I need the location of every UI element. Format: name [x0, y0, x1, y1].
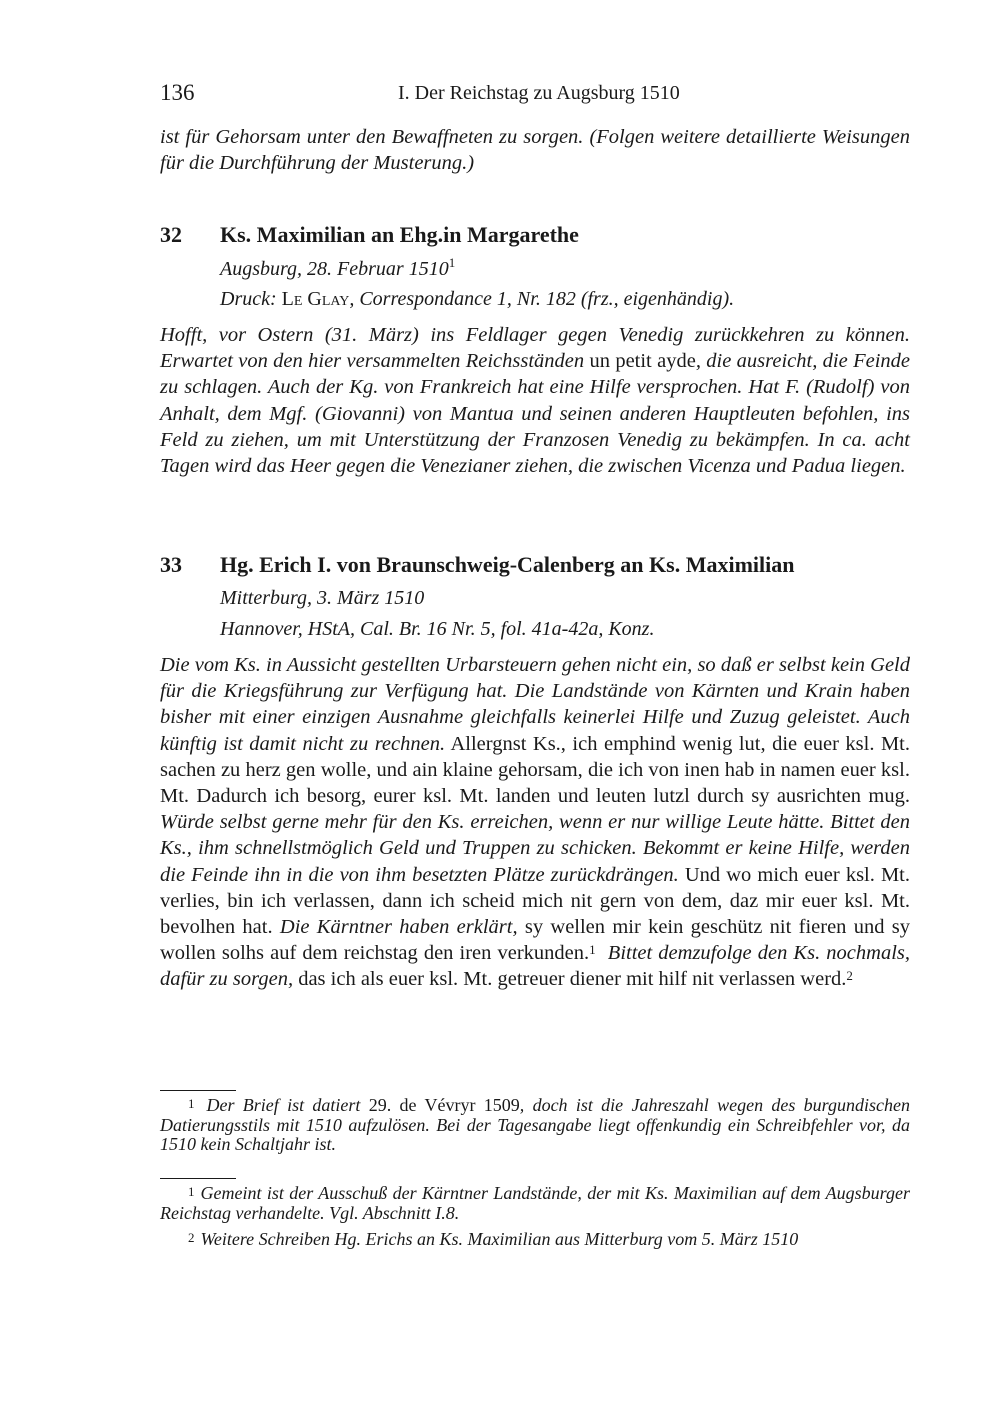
- footnote-33-2-text: Weitere Schreiben Hg. Erichs an Ks. Maximilian aus Mitterburg vom 5. März 1510: [200, 1229, 799, 1249]
- footnote-32-1-part-a: Der Brief ist datiert: [206, 1095, 361, 1115]
- footnote-33-1-number: 1: [188, 1184, 195, 1199]
- doc-32-source-label: Druck:: [220, 288, 277, 310]
- footnote-32-1-number: 1: [188, 1096, 195, 1111]
- doc-33-place-date: Mitterburg, 3. März 1510: [220, 587, 425, 609]
- doc-32-source: [220, 288, 734, 311]
- footnote-32-1-part-c: , doch ist die Jahreszahl wegen des burgundischen Datierungsstils mit 1510 aufzulösen. Bei der Tagesangabe liegt offenkundig ein Schreibfehler vor, da 1510 kein Schaltjahr ist.: [160, 1095, 910, 1154]
- doc-32-place-date: [220, 255, 456, 281]
- footnote-rule-33: [160, 1178, 236, 1179]
- doc-33-body-s6: sy wellen mir kein geschütz nit fieren und sy wollen solhs auf dem reichstag den iren verkunden.: [160, 916, 910, 965]
- doc-32-footnote-ref: 1: [448, 255, 456, 270]
- doc-32-place-date-text: Augsburg, 28. Februar 1510: [220, 258, 449, 280]
- doc-33-body: [160, 652, 910, 993]
- doc-32-source-author: Le Glay: [281, 288, 350, 310]
- footnote-33-2-number: 2: [188, 1230, 195, 1245]
- footnote-33-2: [160, 1230, 910, 1250]
- doc-33-source: Hannover, HStA, Cal. Br. 16 Nr. 5, fol. 41a-42a, Konz.: [220, 618, 655, 640]
- doc-33-body-s8: das ich als euer ksl. Mt. getreuer diener mit hilf nit verlassen werd.: [293, 968, 847, 991]
- doc-33-body-s4: Und wo mich euer ksl. Mt. verlies, bin ich verlassen, dann ich scheid mich nit gern von dem, daz mir euer ksl. Mt. bevolhen hat.: [160, 863, 910, 939]
- doc-33-footnote-ref-2: 2: [846, 968, 853, 984]
- doc-33-number: 33: [160, 552, 182, 577]
- doc-32-body-quote: un petit ayde: [584, 350, 696, 373]
- doc-33-title: Hg. Erich I. von Braunschweig-Calenberg an Ks. Maximilian: [220, 552, 795, 577]
- doc-33-body-s3: Würde selbst gerne mehr für den Ks. erreichen, wenn er nur willige Leute hätte. Bittet den Ks., ihm schnellstmöglich Geld und Truppen zu schicken. Bekommt er keine Hilfe, werden die Feinde ihn in die von ihm besetzten Plätze zurückdrängen.: [160, 811, 910, 886]
- doc-33-footnote-ref-1: 1: [589, 942, 596, 958]
- doc-33-body-s5: Die Kärntner haben erklärt,: [279, 916, 518, 939]
- doc-32-body-part3: , die ausreicht, die Feinde zu schlagen. Auch der Kg. von Frankreich hat eine Hilfe versprochen. Hat F. (Rudolf) von Anhalt, dem Mgf. (Giovanni) von Mantua und seinen anderen Hauptleuten befohlen, ins Feld zu ziehen, um mit Unterstützung der Franzosen Venedig zu bekämpfen. In ca. acht Tagen wird das Heer gegen die Venezianer ziehen, die zwischen Vicenza und Padua liegen.: [160, 350, 910, 478]
- doc-33-body-s1: Die vom Ks. in Aussicht gestellten Urbarsteuern gehen nicht ein, so daß er selbst kein Geld für die Kriegsführung zur Verfügung hat. Die Landstände von Kärnten und Krain haben bisher mit einer einzigen Ausnahme gleichfalls keinerlei Hilfe und Zuzug geleistet. Auch künftig ist damit nicht zu rechnen.: [160, 654, 910, 755]
- running-head: I. Der Reichstag zu Augsburg 1510: [398, 82, 680, 104]
- doc-32-source-rest: , Correspondance 1, Nr. 182 (frz., eigenhändig).: [349, 288, 735, 310]
- footnote-32-1: [160, 1096, 910, 1155]
- doc-33-body-s2: Allergnst Ks., ich emphind wenig lut, die euer ksl. Mt. sachen zu herz gen wolle, und ain klaine gehorsam, die ich von inen hab in namen euer ksl. Mt. Dadurch ich besorg, eurer ksl. Mt. landen und leuten lutzl durch sy ausrichten mug.: [160, 732, 910, 808]
- doc-32-title: Ks. Maximilian an Ehg.in Margarethe: [220, 222, 579, 247]
- intro-paragraph: ist für Gehorsam unter den Bewaffneten zu sorgen. (Folgen weitere detaillierte Weisungen für die Durchführung der Musterung.): [160, 126, 910, 175]
- footnote-32-1-part-b: 29. de Vévryr 1509: [360, 1095, 520, 1115]
- doc-33-body-s7: Bittet demzufolge den Ks. nochmals, dafür zu sorgen,: [160, 942, 910, 991]
- page-number: 136: [160, 80, 195, 105]
- footnote-rule-32: [160, 1090, 236, 1091]
- doc-32-body: [160, 322, 910, 479]
- doc-32-body-part1: Hofft, vor Ostern (31. März) ins Feldlager gegen Venedig zurückkehren zu können. Erwartet von den hier versammelten Reichsständen: [160, 324, 910, 373]
- footnote-33-1: [160, 1184, 910, 1223]
- footnote-33-1-text: Gemeint ist der Ausschuß der Kärntner Landstände, der mit Ks. Maximilian auf dem Augsburger Reichstag verhandelte. Vgl. Abschnitt I.8.: [160, 1183, 910, 1223]
- doc-32-number: 32: [160, 222, 182, 247]
